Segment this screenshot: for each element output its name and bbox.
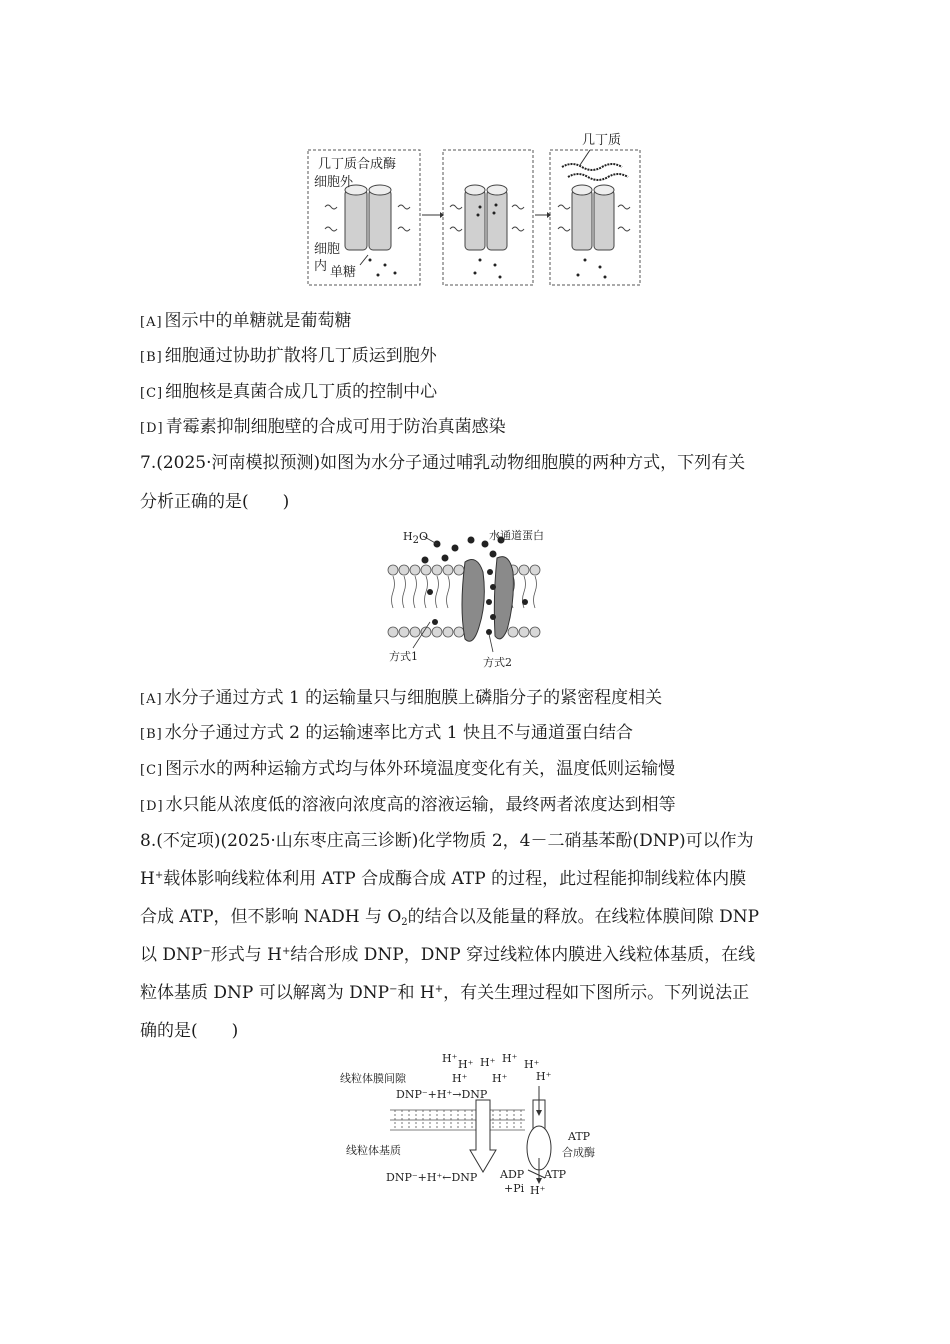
label-cell-inside-2: 内 — [314, 259, 328, 274]
label-intermembrane-space: 线粒体膜间隙 — [340, 1072, 406, 1085]
q6-option-d: [D] 青霉素抑制细胞壁的合成可用于防治真菌感染 — [140, 417, 506, 437]
label-adp: ADP — [500, 1168, 525, 1181]
q8-stem-line-1: 8.(不定项)(2025·山东枣庄高三诊断)化学物质 2，4－二硝基苯酚(DNP)可以作为 — [140, 831, 754, 851]
label-h-ions-8: H⁺ — [536, 1070, 552, 1083]
label-h-ions-7: H⁺ — [492, 1072, 508, 1085]
label-h-ions-3: H⁺ — [480, 1056, 496, 1069]
q7-stem-line-2: 分析正确的是( ) — [140, 492, 290, 512]
label-water-channel: 水通道蛋白 — [489, 529, 544, 542]
label-atp-product: ATP — [544, 1168, 567, 1181]
label-h2o: $H_2O$ — [403, 530, 428, 546]
q6-option-b: [B] 细胞通过协助扩散将几丁质运到胞外 — [140, 346, 437, 366]
label-chitin-synthase: 几丁质合成酶 — [318, 157, 397, 172]
label-eq-top: DNP⁻+H⁺→DNP — [396, 1088, 488, 1101]
figure-chitin-synthase — [300, 125, 645, 290]
label-monosaccharide: 单糖 — [330, 265, 357, 280]
q7-option-c: [C] 图示水的两种运输方式均与体外环境温度变化有关，温度低则运输慢 — [140, 759, 676, 779]
label-h-ions-4: H⁺ — [502, 1052, 518, 1065]
q8-stem-line-6: 确的是( ) — [140, 1021, 239, 1041]
q6-option-a: [A] 图示中的单糖就是葡萄糖 — [140, 311, 352, 331]
label-way-1: 方式1 — [389, 650, 418, 663]
label-eq-bottom: DNP⁻+H⁺←DNP — [386, 1171, 478, 1184]
label-pi: +Pi — [504, 1182, 525, 1195]
label-h-ions-5: H⁺ — [524, 1058, 540, 1071]
figure-water-transport — [385, 522, 555, 672]
q8-stem-line-3: 合成 ATP，但不影响 NADH 与 $O_2$的结合以及能量的释放。在线粒体膜间隙 DNP — [140, 907, 760, 928]
q8-stem-line-2: H+载体影响线粒体利用 ATP 合成酶合成 ATP 的过程，此过程能抑制线粒体内膜 — [140, 869, 747, 889]
q7-option-b: [B] 水分子通过方式 2 的运输速率比方式 1 快且不与通道蛋白结合 — [140, 723, 633, 743]
label-cell-outside: 细胞外 — [314, 175, 354, 190]
label-h-bottom: H⁺ — [530, 1184, 546, 1197]
q8-stem-line-4: 以 DNP−形式与 H+结合形成 DNP，DNP 穿过线粒体内膜进入线粒体基质，在线 — [140, 945, 756, 965]
label-atp-synthase-2: 合成酶 — [562, 1146, 595, 1159]
q6-option-c: [C] 细胞核是真菌合成几丁质的控制中心 — [140, 382, 438, 402]
q7-option-d: [D] 水只能从浓度低的溶液向浓度高的溶液运输，最终两者浓度达到相等 — [140, 795, 676, 815]
label-matrix: 线粒体基质 — [346, 1144, 401, 1157]
q7-stem-line-1: 7.(2025·河南模拟预测)如图为水分子通过哺乳动物细胞膜的两种方式，下列有关 — [140, 453, 746, 473]
label-h-ions-2: H⁺ — [458, 1058, 474, 1071]
label-h-ions-6: H⁺ — [452, 1072, 468, 1085]
figure-mitochondria-dnp — [340, 1050, 610, 1200]
label-chitin: 几丁质 — [582, 133, 622, 148]
q7-option-a: [A] 水分子通过方式 1 的运输量只与细胞膜上磷脂分子的紧密程度相关 — [140, 688, 663, 708]
label-cell-inside-1: 细胞 — [314, 242, 341, 257]
q8-stem-line-5: 粒体基质 DNP 可以解离为 DNP−和 H+，有关生理过程如下图所示。下列说法正 — [140, 983, 750, 1003]
label-atp-synthase-1: ATP — [568, 1130, 591, 1143]
label-way-2: 方式2 — [483, 656, 512, 669]
label-h-ions-1: H⁺ — [442, 1052, 458, 1065]
